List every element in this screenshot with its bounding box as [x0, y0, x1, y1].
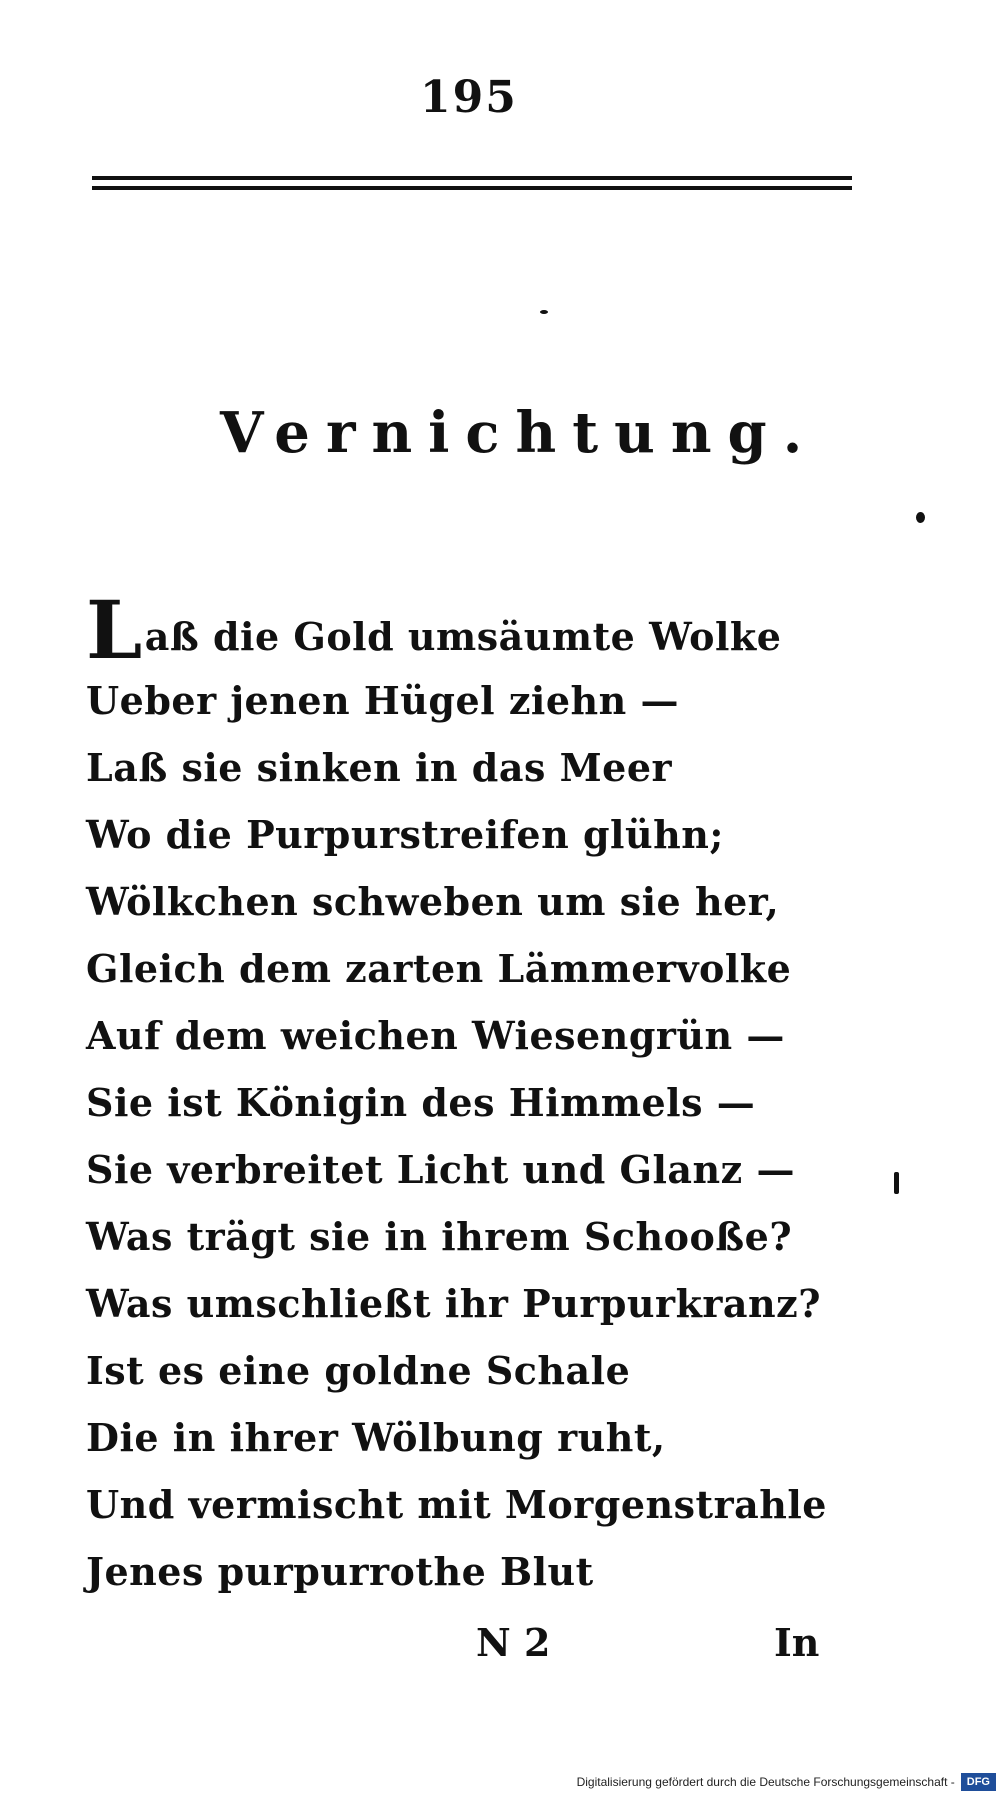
verse-line: Jenes purpurrothe Blut [86, 1549, 594, 1594]
digitization-footer [571, 1769, 1000, 1795]
scan-speck [916, 512, 925, 523]
signature-mark: N 2 [476, 1620, 551, 1665]
verse-line: Wölkchen schweben um sie her, [86, 879, 780, 924]
verse-line: Gleich dem zarten Lämmervolke [86, 946, 792, 991]
poem-title: Vernichtung. [220, 400, 819, 466]
verse-line: Sie ist Königin des Himmels — [86, 1080, 756, 1125]
poem-body [86, 583, 827, 1605]
verse-line: Ueber jenen Hügel ziehn — [86, 678, 680, 723]
page-foot [0, 1620, 1000, 1680]
verse-line: Und vermischt mit Morgenstrahle [86, 1482, 827, 1527]
scan-speck [894, 1172, 899, 1194]
verse-line: Die in ihrer Wölbung ruht, [86, 1415, 666, 1460]
rule-line-top [92, 176, 852, 180]
verse-line: Was trägt sie in ihrem Schooße? [86, 1214, 793, 1259]
dfg-logo: DFG [961, 1773, 996, 1791]
verse-line: Ist es eine goldne Schale [86, 1348, 631, 1393]
verse-line-text: aß die Gold umsäumte Wolke [144, 614, 782, 659]
verse-line: Was umschließt ihr Purpurkranz? [86, 1281, 822, 1326]
page-number: 195 [420, 72, 518, 123]
header-double-rule [92, 172, 852, 194]
drop-initial: L [86, 583, 143, 677]
verse-line [86, 583, 806, 677]
verse-line: Wo die Purpurstreifen glühn; [86, 812, 724, 857]
verse-line: Auf dem weichen Wiesengrün — [86, 1013, 785, 1058]
catchword: In [774, 1620, 820, 1665]
scan-speck [540, 310, 548, 314]
rule-line-bottom [92, 186, 852, 190]
verse-line: Sie verbreitet Licht und Glanz — [86, 1147, 795, 1192]
verse-line: Laß sie sinken in das Meer [86, 745, 673, 790]
digitization-credit: Digitalisierung gefördert durch die Deutsche Forschungsgemeinschaft - [576, 1775, 955, 1789]
